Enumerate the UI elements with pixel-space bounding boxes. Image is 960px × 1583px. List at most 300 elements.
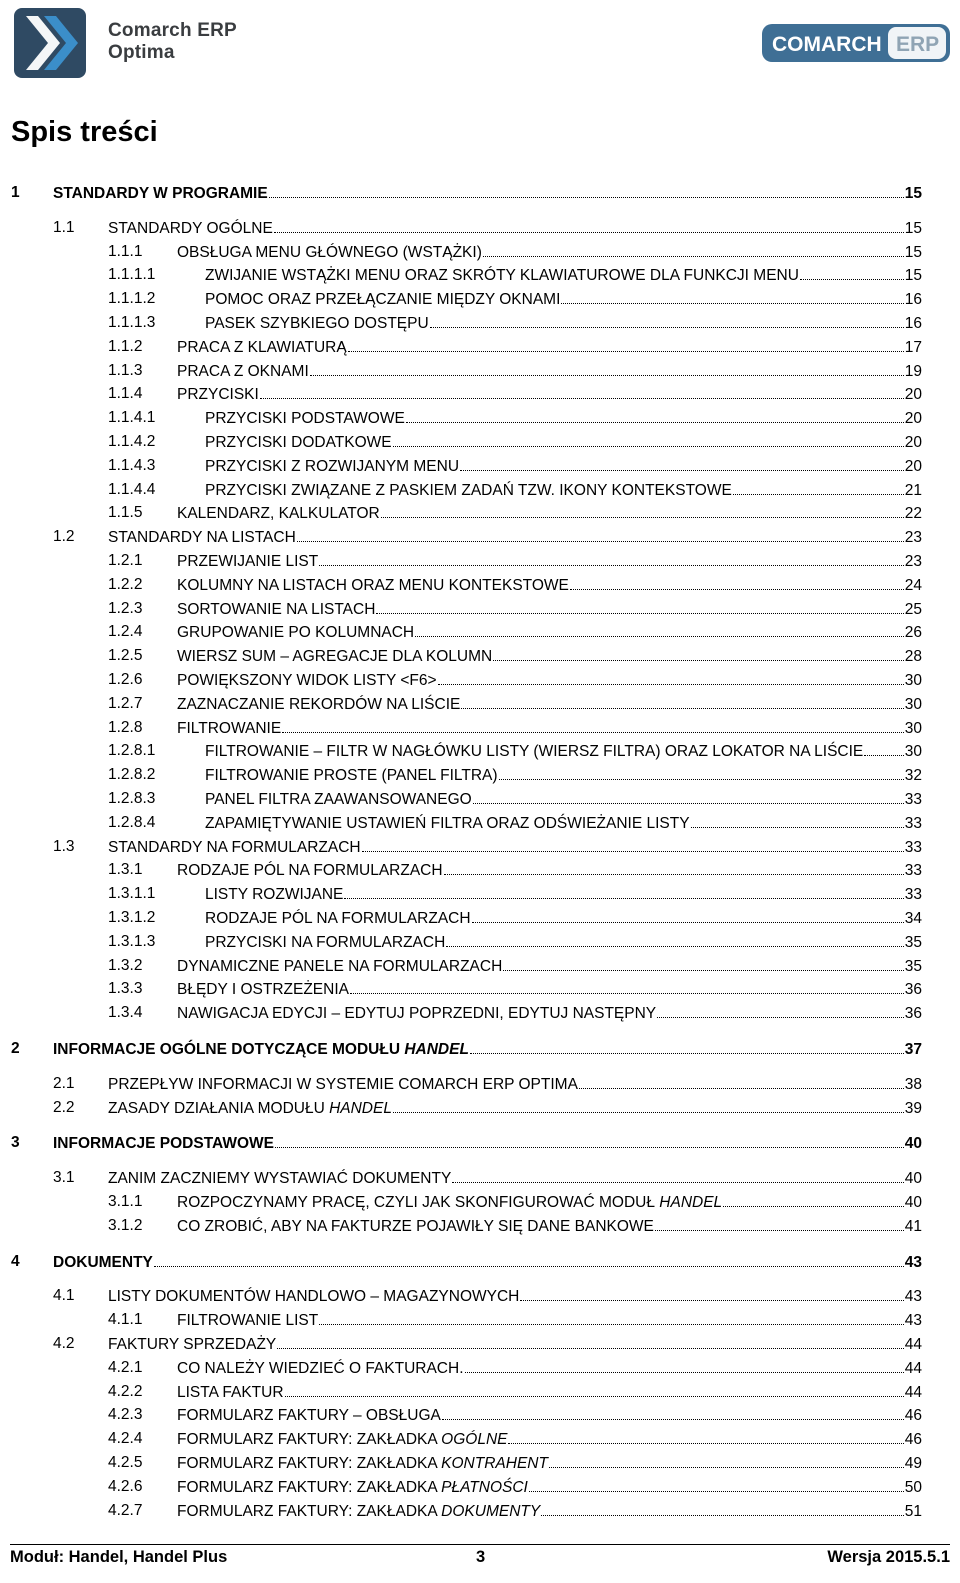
toc-entry-title-emphasis: DOKUMENTY [441, 1502, 541, 1520]
toc-entry-title-emphasis: HANDEL [329, 1099, 392, 1117]
toc-entry[interactable] [0, 288, 960, 310]
toc-entry[interactable] [0, 1167, 960, 1189]
toc-entry[interactable] [0, 1333, 960, 1355]
toc-entry-page: 20 [904, 457, 922, 475]
toc-entry[interactable] [0, 1002, 960, 1024]
toc-entry-title [177, 1501, 540, 1523]
toc-entry-title [205, 908, 471, 930]
toc-entry-page: 28 [904, 648, 922, 666]
toc-entry[interactable] [0, 978, 960, 1000]
toc-entry-page: 26 [904, 624, 922, 642]
toc-entry-number: 1.2.8.2 [108, 766, 156, 784]
toc-entry-title [177, 599, 375, 621]
toc-dot-leader [274, 217, 904, 233]
toc-entry-page: 40 [904, 1170, 922, 1188]
toc-entry-number: 3.1.1 [108, 1193, 143, 1210]
toc-entry-number: 1.2.1 [108, 552, 143, 569]
toc-entry[interactable] [0, 788, 960, 810]
toc-entry-number: 1.1.4.2 [108, 433, 156, 450]
toc-entry-title-text: POWIĘKSZONY WIDOK LISTY <F6> [177, 672, 437, 689]
toc-entry-title-text: LISTY ROZWIJANE [205, 886, 344, 904]
toc-dot-leader [452, 1167, 903, 1183]
toc-dot-leader [442, 1404, 904, 1420]
toc-entry-title [177, 242, 482, 264]
toc-dot-leader [415, 621, 904, 637]
toc-entry-page: 33 [904, 886, 922, 904]
toc-entry-number: 4.2 [53, 1335, 75, 1352]
toc-entry[interactable] [0, 1191, 960, 1213]
toc-entry-page: 36 [904, 981, 922, 999]
toc-entry-title [108, 1168, 451, 1190]
toc-dot-leader [285, 1381, 904, 1397]
toc-dot-leader [438, 669, 904, 685]
toc-entry-page: 30 [904, 743, 922, 761]
toc-entry-title [177, 670, 437, 692]
toc-entry-number: 1.1.4.3 [108, 456, 156, 474]
comarch-erp-optima-logo-icon [14, 8, 86, 78]
toc-entry-number: 1.2 [53, 528, 75, 546]
toc-entry-page: 15 [904, 219, 922, 237]
toc-entry-title [177, 361, 309, 383]
toc-dot-leader [549, 1452, 904, 1468]
toc-entry-title [177, 1358, 464, 1380]
toc-dot-leader [499, 764, 904, 780]
toc-entry-title [205, 432, 392, 454]
toc-entry-number: 1.1 [53, 218, 75, 236]
toc-entry-number: 4.2.4 [108, 1430, 143, 1448]
toc-dot-leader [465, 1357, 904, 1373]
toc-entry-title [53, 183, 268, 205]
toc-entry[interactable] [0, 1500, 960, 1522]
toc-entry-title [108, 837, 361, 859]
toc-entry[interactable] [0, 907, 960, 929]
toc-dot-leader [570, 574, 904, 590]
erp-logo-badge: ERP [896, 33, 940, 56]
toc-dot-leader [493, 645, 904, 661]
toc-dot-leader [393, 431, 904, 447]
toc-entry[interactable] [0, 1309, 960, 1331]
toc-entry-title-text: RODZAJE PÓL NA FORMULARZACH [205, 910, 471, 927]
toc-entry[interactable] [0, 669, 960, 691]
toc-entry-number: 2.1 [53, 1074, 75, 1092]
toc-entry-title [177, 1192, 722, 1214]
page-header [0, 0, 960, 90]
toc-dot-leader [503, 955, 903, 971]
toc-entry[interactable] [0, 431, 960, 453]
toc-dot-leader [260, 383, 904, 399]
toc-dot-leader [529, 1476, 904, 1492]
toc-entry[interactable] [0, 383, 960, 405]
toc-entry-title [108, 218, 273, 240]
toc-dot-leader [483, 241, 904, 257]
toc-dot-leader [362, 836, 904, 852]
toc-entry[interactable] [0, 1038, 960, 1060]
toc-entry[interactable] [0, 502, 960, 524]
toc-entry-number: 3.1 [53, 1169, 75, 1187]
footer-version: Wersja 2015.5.1 [827, 1548, 950, 1566]
toc-entry-number: 1.2.8.4 [108, 813, 156, 831]
toc-entry[interactable] [0, 645, 960, 667]
footer-divider [10, 1544, 950, 1545]
toc-entry-title-text: LISTY DOKUMENTÓW HANDLOWO – MAGAZYNOWYCH [108, 1288, 520, 1306]
toc-entry-title-text: INFORMACJE PODSTAWOWE [53, 1135, 275, 1153]
toc-entry[interactable] [0, 1097, 960, 1119]
toc-entry-title-text: FORMULARZ FAKTURY: ZAKŁADKA [177, 1431, 437, 1449]
toc-entry-title-text: SORTOWANIE NA LISTACH [177, 600, 376, 618]
toc-entry-title-text: PRACA Z KLAWIATURĄ [177, 338, 347, 356]
toc-entry-page: 33 [904, 814, 922, 832]
toc-entry[interactable] [0, 550, 960, 572]
toc-entry-page: 50 [904, 1478, 922, 1496]
toc-entry-title [177, 1453, 548, 1475]
toc-entry-page: 23 [904, 529, 922, 547]
toc-entry-title [177, 1429, 507, 1451]
toc-entry-page: 32 [904, 767, 922, 785]
toc-entry-title [205, 289, 560, 311]
toc-entry-title [177, 503, 380, 525]
toc-entry-title-text: POMOC ORAZ PRZEŁĄCZANIE MIĘDZY OKNAMI [205, 291, 561, 309]
toc-entry-title-emphasis: HANDEL [659, 1194, 723, 1211]
toc-entry[interactable] [0, 717, 960, 739]
toc-dot-leader [691, 812, 904, 828]
toc-entry-title [108, 1074, 578, 1096]
toc-entry-page: 49 [904, 1455, 922, 1472]
toc-entry-number: 1.1.1.2 [108, 290, 156, 308]
toc-dot-leader [297, 526, 904, 542]
toc-entry[interactable] [0, 621, 960, 643]
toc-dot-leader [508, 1428, 903, 1444]
toc-entry-page: 15 [904, 267, 922, 285]
toc-entry-title-text: NAWIGACJA EDYCJI – EDYTUJ POPRZEDNI, EDYTUJ NASTĘPNY [177, 1005, 657, 1023]
toc-entry[interactable] [0, 455, 960, 477]
toc-entry-number: 4.2.1 [108, 1358, 143, 1376]
toc-entry[interactable] [0, 241, 960, 263]
toc-entry[interactable] [0, 740, 960, 762]
page-footer [0, 1540, 960, 1583]
toc-entry-number: 4 [11, 1252, 20, 1270]
toc-entry-title-text: INFORMACJE OGÓLNE DOTYCZĄCE MODUŁU [53, 1041, 401, 1058]
toc-entry[interactable] [0, 883, 960, 905]
toc-entry-page: 44 [904, 1336, 922, 1353]
toc-entry-page: 41 [904, 1217, 922, 1235]
toc-entry-number: 2 [11, 1040, 20, 1057]
toc-entry-page: 34 [904, 910, 922, 927]
toc-entry-number: 4.2.2 [108, 1382, 143, 1400]
toc-entry-title-text: FORMULARZ FAKTURY: ZAKŁADKA [177, 1478, 437, 1496]
toc-entry-title [205, 884, 343, 906]
toc-entry-title [205, 741, 863, 763]
toc-entry-title-emphasis: OGÓLNE [441, 1431, 508, 1449]
toc-entry-page: 15 [904, 243, 922, 261]
toc-entry-number: 1.1.4.4 [108, 480, 156, 498]
toc-entry-title [177, 956, 502, 978]
toc-entry-number: 3.1.2 [108, 1216, 143, 1234]
brand-line-1: Comarch ERP [108, 20, 237, 41]
toc-dot-leader [470, 1038, 904, 1054]
toc-entry[interactable] [0, 336, 960, 358]
toc-entry-title-text: PANEL FILTRA ZAAWANSOWANEGO [205, 791, 472, 808]
toc-dot-leader [655, 1215, 904, 1231]
toc-entry[interactable] [0, 955, 960, 977]
toc-entry-title-text: CO ZROBIĆ, ABY NA FAKTURZE POJAWIŁY SIĘ DANE BANKOWE [177, 1217, 654, 1235]
toc-entry-page: 23 [904, 553, 922, 570]
toc-entry-title [205, 765, 498, 787]
toc-entry-number: 3 [11, 1134, 20, 1152]
toc-entry-number: 1.3.1.1 [108, 885, 156, 903]
toc-entry-page: 20 [904, 410, 922, 428]
toc-entry-number: 1.2.7 [108, 694, 143, 712]
toc-entry-title [177, 1405, 441, 1427]
toc-entry[interactable] [0, 360, 960, 382]
toc-entry-title-text: FILTROWANIE – FILTR W NAGŁÓWKU LISTY (WIERSZ FILTRA) ORAZ LOKATOR NA LIŚCIE [205, 743, 864, 761]
toc-entry[interactable] [0, 1476, 960, 1498]
toc-entry-number: 1.2.8.3 [108, 790, 156, 807]
toc-entry-title [53, 1133, 274, 1155]
toc-dot-leader [541, 1500, 904, 1516]
toc-dot-leader [472, 907, 904, 923]
toc-entry-title [177, 384, 259, 406]
toc-dot-leader [657, 1002, 904, 1018]
toc-dot-leader [461, 693, 903, 709]
brand-line-2: Optima [108, 42, 175, 63]
toc-entry-page: 33 [904, 862, 922, 880]
toc-entry-title-emphasis: HANDEL [404, 1041, 469, 1058]
toc-entry-page: 46 [904, 1407, 922, 1425]
toc-entry[interactable] [0, 1073, 960, 1095]
toc-entry-number: 1.3.2 [108, 956, 143, 974]
toc-dot-leader [723, 1191, 904, 1207]
toc-entry-title-text: DOKUMENTY [53, 1253, 153, 1271]
toc-dot-leader [344, 883, 903, 899]
toc-entry-title [177, 622, 414, 644]
toc-entry-page: 15 [904, 185, 922, 202]
toc-entry[interactable] [0, 931, 960, 953]
toc-entry-title [53, 1039, 469, 1061]
toc-entry-number: 1.1.5 [108, 504, 143, 522]
toc-entry-title-text: OBSŁUGA MENU GŁÓWNEGO (WSTĄŻKI) [177, 243, 482, 261]
toc-dot-leader [460, 455, 904, 471]
toc-entry-title-text: BŁĘDY I OSTRZEŻENIA [177, 981, 349, 999]
toc-entry[interactable] [0, 312, 960, 334]
toc-entry-title-text: ZAPAMIĘTYWANIE USTAWIEŃ FILTRA ORAZ ODŚWIEŻANIE LISTY [205, 814, 690, 832]
toc-dot-leader [406, 407, 904, 423]
toc-entry[interactable] [0, 217, 960, 239]
toc-entry-title-text: FORMULARZ FAKTURY: ZAKŁADKA [177, 1502, 437, 1520]
toc-entry-page: 22 [904, 505, 922, 523]
toc-entry-page: 35 [904, 957, 922, 975]
toc-entry-title-text: WIERSZ SUM – AGREGACJE DLA KOLUMN [177, 648, 493, 666]
toc-entry-page: 30 [904, 719, 922, 737]
toc-entry-page: 20 [904, 386, 922, 404]
toc-dot-leader [430, 312, 904, 328]
toc-entry-title-text: PRACA Z OKNAMI [177, 362, 309, 380]
toc-entry-title [53, 1252, 153, 1274]
toc-dot-leader [520, 1285, 903, 1301]
toc-entry-page: 21 [904, 481, 922, 499]
footer-module: Moduł: Handel, Handel Plus [10, 1548, 228, 1566]
toc-entry-title-text: PRZYCISKI ZWIĄZANE Z PASKIEM ZADAŃ TZW. IKONY KONTEKSTOWE [205, 481, 732, 499]
toc-entry-number: 1.2.8 [108, 718, 143, 736]
toc-entry-title-text: ROZPOCZYNAMY PRACĘ, CZYLI JAK SKONFIGUROWAĆ MODUŁ [177, 1194, 655, 1211]
toc-entry-title [108, 527, 296, 549]
toc-entry[interactable] [0, 598, 960, 620]
toc-dot-leader [393, 1097, 904, 1113]
toc-entry[interactable] [0, 1251, 960, 1273]
toc-entry[interactable] [0, 526, 960, 548]
toc-entry-page: 43 [904, 1312, 922, 1330]
toc-entry-title [108, 1334, 276, 1356]
toc-entry[interactable] [0, 479, 960, 501]
toc-entry-title [177, 1216, 654, 1238]
toc-entry-page: 20 [904, 434, 922, 451]
toc-entry-page: 30 [904, 695, 922, 713]
toc-dot-leader [800, 264, 904, 280]
toc-entry-title-text: PASEK SZYBKIEGO DOSTĘPU [205, 315, 429, 332]
toc-entry-page: 19 [904, 362, 922, 380]
toc-dot-leader [310, 360, 904, 376]
toc-entry-title [177, 1477, 528, 1499]
toc-dot-leader [376, 598, 903, 614]
toc-entry-number: 1.3.4 [108, 1004, 143, 1022]
toc-entry[interactable] [0, 264, 960, 286]
toc-entry-title-text: ZANIM ZACZNIEMY WYSTAWIAĆ DOKUMENTY [108, 1170, 452, 1188]
toc-entry-page: 16 [904, 291, 922, 309]
toc-entry[interactable] [0, 693, 960, 715]
toc-dot-leader [473, 788, 904, 804]
toc-dot-leader [348, 336, 904, 352]
toc-entry[interactable] [0, 1132, 960, 1154]
comarch-erp-logo-icon [762, 24, 950, 62]
toc-entry-title-text: PRZYCISKI PODSTAWOWE [205, 410, 405, 428]
toc-entry-page: 33 [904, 791, 922, 808]
toc-dot-leader [350, 978, 904, 994]
toc-entry-title-text: FILTROWANIE LIST [177, 1312, 319, 1330]
toc-entry-page: 30 [904, 672, 922, 689]
toc-entry[interactable] [0, 407, 960, 429]
toc-entry-page: 46 [904, 1431, 922, 1449]
toc-entry-page: 40 [904, 1194, 922, 1211]
toc-entry-page: 25 [904, 600, 922, 618]
toc-entry-title-text: FILTROWANIE PROSTE (PANEL FILTRA) [205, 767, 498, 785]
toc-entry-title [177, 575, 569, 597]
toc-entry-title-text: PRZYCISKI Z ROZWIJANYM MENU [205, 457, 460, 475]
toc-entry-title [177, 1003, 656, 1025]
toc-entry-number: 1.3.1.3 [108, 932, 156, 950]
toc-entry-title [177, 1382, 284, 1404]
toc-entry-title [205, 456, 459, 478]
toc-dot-leader [733, 479, 904, 495]
toc-entry-number: 1.1.1 [108, 242, 143, 260]
toc-entry-page: 35 [904, 933, 922, 951]
toc-entry-page: 40 [904, 1135, 922, 1153]
toc-entry-number: 4.2.7 [108, 1501, 143, 1519]
toc-entry[interactable] [0, 1285, 960, 1307]
toc-entry-number: 4.2.3 [108, 1406, 143, 1424]
toc-dot-leader [381, 502, 904, 518]
toc-entry-page: 37 [904, 1041, 922, 1058]
toc-entry[interactable] [0, 1452, 960, 1474]
toc-entry-number: 4.1 [53, 1287, 75, 1305]
toc-entry-number: 1.2.5 [108, 647, 143, 665]
toc-entry-title [205, 313, 429, 335]
toc-entry[interactable] [0, 812, 960, 834]
footer-page-number: 3 [476, 1548, 486, 1566]
toc-entry-title-text: KOLUMNY NA LISTACH ORAZ MENU KONTEKSTOWE [177, 576, 569, 594]
toc-entry-title [108, 1098, 392, 1120]
toc-dot-leader [446, 931, 903, 947]
toc-entry-page: 51 [904, 1502, 922, 1520]
toc-entry-title-text: STANDARDY W PROGRAMIE [53, 185, 268, 202]
toc-entry-title-text: FILTROWANIE [177, 719, 282, 737]
toc-entry-title-text: FORMULARZ FAKTURY – OBSŁUGA [177, 1407, 441, 1425]
toc-dot-leader [282, 717, 904, 733]
toc-entry-number: 2.2 [53, 1098, 75, 1116]
toc-entry-page: 43 [904, 1288, 922, 1306]
brand-name [108, 20, 237, 64]
toc-entry-page: 44 [904, 1359, 922, 1377]
toc-entry-title-emphasis: KONTRAHENT [441, 1455, 548, 1472]
toc-entry-title-text: PRZEPŁYW INFORMACJI W SYSTEMIE COMARCH ERP OPTIMA [108, 1075, 578, 1093]
toc-entry-title [177, 337, 347, 359]
toc-entry-title-text: PRZYCISKI DODATKOWE [205, 434, 392, 451]
toc-entry-title-text: KALENDARZ, KALKULATOR [177, 505, 380, 523]
toc-entry-title-text: PRZYCISKI [177, 386, 259, 404]
toc-entry-page: 39 [904, 1099, 922, 1117]
toc-entry-number: 1.1.4.1 [108, 409, 156, 427]
toc-entry-title-text: STANDARDY NA LISTACH [108, 529, 296, 547]
toc-entry-number: 1.1.1.1 [108, 266, 156, 284]
toc-dot-leader [579, 1073, 904, 1089]
comarch-logo-text: COMARCH [772, 33, 882, 56]
toc-entry-number: 1.3.1 [108, 861, 143, 879]
toc-dot-leader [275, 1132, 904, 1148]
toc-entry[interactable] [0, 859, 960, 881]
toc-entry-title [177, 646, 492, 668]
toc-entry-title [205, 932, 445, 954]
toc-entry-page: 16 [904, 315, 922, 332]
toc-entry[interactable] [0, 1428, 960, 1450]
toc-entry-page: 44 [904, 1383, 922, 1401]
toc-entry-title-text: PRZEWIJANIE LIST [177, 553, 319, 570]
toc-dot-leader [444, 859, 904, 875]
toc-entry-page: 36 [904, 1005, 922, 1023]
toc-dot-leader [277, 1333, 904, 1349]
toc-entry-page: 43 [904, 1253, 922, 1271]
toc-entry-title-text: FAKTURY SPRZEDAŻY [108, 1336, 277, 1353]
toc-dot-leader [561, 288, 903, 304]
toc-entry-title-emphasis: PŁATNOŚCI [441, 1478, 528, 1496]
toc-entry-number: 1.2.4 [108, 623, 143, 641]
toc-entry-number: 1.2.8.1 [108, 742, 156, 760]
toc-entry-title [205, 813, 690, 835]
toc-dot-leader [864, 740, 903, 756]
toc-entry[interactable] [0, 574, 960, 596]
toc-entry[interactable] [0, 1404, 960, 1426]
toc-entry-number: 1.3.3 [108, 980, 143, 998]
toc-entry[interactable] [0, 764, 960, 786]
toc-heading: Spis treści [11, 116, 158, 148]
toc-entry-title-text: FORMULARZ FAKTURY: ZAKŁADKA [177, 1455, 437, 1472]
toc-entry-title-text: ZASADY DZIAŁANIA MODUŁU [108, 1099, 325, 1117]
toc-entry[interactable] [0, 1215, 960, 1237]
toc-entry[interactable] [0, 182, 960, 204]
toc-entry-number: 1 [11, 184, 20, 201]
toc-entry[interactable] [0, 1357, 960, 1379]
toc-entry[interactable] [0, 1381, 960, 1403]
toc-entry[interactable] [0, 836, 960, 858]
toc-entry-title [177, 979, 349, 1001]
toc-entry-title-text: DYNAMICZNE PANELE NA FORMULARZACH [177, 957, 503, 975]
